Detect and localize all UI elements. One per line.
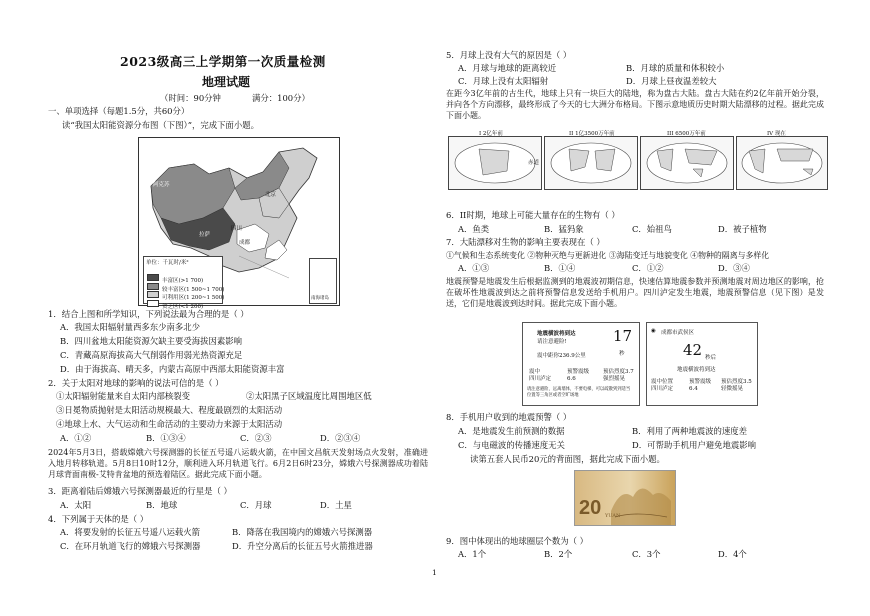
q2-item-1: ①太阳辐射能量来自太阳内部核裂变 bbox=[56, 391, 190, 401]
alert2-unit: 秒后 bbox=[705, 355, 717, 361]
map-label-aksu: 阿克苏 bbox=[153, 182, 170, 188]
legend-label: 贫乏区(<1 200) bbox=[162, 303, 204, 310]
alert1-cell-intensity: 预估烈度3.7 强烈摇晃 bbox=[603, 369, 634, 382]
q2-option-b[interactable]: B．①③④ bbox=[146, 433, 186, 443]
q3-stem: 3．距离着陆后嫦娥六号探测器最近的行星是（ ） bbox=[48, 486, 232, 496]
alert1-footer: 请注意避险，远离墙体，不要电梯，可以疏散到到适当位置等三角区或者空旷场地 bbox=[527, 387, 631, 398]
q8-stem: 8．手机用户收到的地震预警（ ） bbox=[446, 412, 572, 422]
q5-option-c[interactable]: C．月球上没有太阳辐射 bbox=[458, 76, 549, 86]
q6-stem: 6．II时期，地球上可能大量存在的生物有（ ） bbox=[446, 210, 620, 220]
q4-option-b[interactable]: B．降落在我国境内的嫦娥六号探测器 bbox=[232, 527, 373, 537]
q7-option-a[interactable]: A．①③ bbox=[458, 263, 490, 273]
q2-option-a[interactable]: A．①② bbox=[60, 433, 92, 443]
q1-option-d[interactable]: D．由于海拔高、晴天多，内蒙古高原中西部太阳能资源丰富 bbox=[60, 364, 285, 374]
q9-option-a[interactable]: A．1个 bbox=[458, 549, 487, 559]
q9-stem: 9．图中体现出的地球圈层个数为（ ） bbox=[446, 536, 588, 546]
banknote-20-yuan bbox=[574, 470, 676, 526]
quake-alert-card-2 bbox=[646, 322, 758, 406]
q2-option-d[interactable]: D．②③④ bbox=[320, 433, 361, 443]
alert2-cell-intensity: 预估烈度3.5 轻微摇晃 bbox=[721, 379, 752, 392]
drift-panel-4 bbox=[736, 131, 828, 190]
q5-option-b[interactable]: B．月球的质量和体积较小 bbox=[626, 63, 725, 73]
legend-label: 可利用区(1 200~1 500) bbox=[162, 295, 225, 301]
exam-subtitle: 地理试题 bbox=[202, 75, 251, 89]
q5-option-a[interactable]: A．月球与地球的距离较近 bbox=[458, 63, 557, 73]
q3-option-d[interactable]: D．土星 bbox=[320, 500, 352, 510]
q5-stem: 5．月球上没有大气的原因是（ ） bbox=[446, 50, 572, 60]
banknote-text: YUAN bbox=[605, 513, 621, 519]
q9-option-d[interactable]: D．4个 bbox=[718, 549, 747, 559]
q2-item-4: ④地球上水、大气运动和生命活动的主要动力来源于太阳活动 bbox=[56, 419, 283, 429]
q8-option-a[interactable]: A．是地震发生前预测的数据 bbox=[458, 426, 565, 436]
q9-option-b[interactable]: B．2个 bbox=[544, 549, 573, 559]
legend-swatch bbox=[147, 300, 159, 307]
q8-option-c[interactable]: C．与电磁波的传播速度无关 bbox=[458, 440, 565, 450]
q2-item-2: ②太阳黑子区域温度比周围地区低 bbox=[246, 391, 372, 401]
q4-option-c[interactable]: C．在环月轨道飞行的嫦娥六号探测器 bbox=[60, 541, 201, 551]
solar-resource-map bbox=[138, 137, 340, 310]
q7-option-b[interactable]: B．①④ bbox=[544, 263, 576, 273]
q3-option-c[interactable]: C．月球 bbox=[240, 500, 272, 510]
q7-option-d[interactable]: D．③④ bbox=[718, 263, 750, 273]
alert1-cell-magnitude: 预警震级 6.6 bbox=[567, 369, 590, 382]
legend-label: 较丰富区(1 500~1 700) bbox=[162, 286, 225, 293]
legend-item bbox=[147, 293, 204, 310]
q6-option-a[interactable]: A．鱼类 bbox=[458, 224, 490, 234]
q4-option-a[interactable]: A．将要发射的长征五号遥八运载火箭 bbox=[60, 527, 201, 537]
q1-option-b[interactable]: B．四川盆地太阳能资源欠缺主要受海拔因素影响 bbox=[60, 336, 243, 346]
banknote-intro: 读第五套人民币20元的背面图，据此完成下面小题。 bbox=[470, 454, 665, 464]
section-heading: 一、单项选择（每题1.5分，共60分） bbox=[48, 106, 190, 116]
drift-passage: 在距今3亿年前的古生代，地球上只有一块巨大的陆地，称为盘古大陆。盘古大陆在约2亿年前开始分裂，并向各个方向漂移，最终形成了今天的七大洲分布格局。下图示意地质历史时期大陆漂移的过程。据此完成下面小题。 bbox=[446, 89, 824, 120]
q9-option-c[interactable]: C．3个 bbox=[632, 549, 661, 559]
q1-option-c[interactable]: C．青藏高原海拔高大气削弱作用弱光热资源充足 bbox=[60, 350, 243, 360]
score-info: 满分：100分） bbox=[252, 93, 310, 103]
alert1-sub: 请注意避险! bbox=[537, 339, 567, 345]
drift-panel-3-label: III 6500万年前 bbox=[667, 131, 706, 137]
map-label-lhasa: 拉萨 bbox=[199, 232, 211, 238]
q2-stem: 2．关于太阳对地球的影响的说法可信的是（ ） bbox=[48, 378, 224, 388]
alert1-cell-epicenter: 震中 四川泸定 bbox=[529, 369, 552, 382]
map-label-chengdu: 成都 bbox=[239, 240, 251, 246]
inset-label: 南海诸岛 bbox=[311, 296, 329, 301]
alert2-title: 地震横波将到达 bbox=[677, 367, 716, 373]
q1-option-a[interactable]: A．我国太阳辐射量西多东少南多北少 bbox=[60, 322, 201, 332]
q7-stem: 7．大陆漂移对生物的影响主要表现在（ ） bbox=[446, 237, 605, 247]
map-legend bbox=[143, 256, 225, 310]
q5-option-d[interactable]: D．月球上昼夜温差较大 bbox=[626, 76, 717, 86]
legend-item bbox=[147, 276, 225, 293]
q8-option-d[interactable]: D．可帮助手机用户避免地震影响 bbox=[632, 440, 756, 450]
page-number: 1 bbox=[432, 568, 437, 577]
alert2-countdown: 42 bbox=[683, 341, 703, 359]
drift-panel-2 bbox=[544, 131, 638, 190]
q2-option-c[interactable]: C．②③ bbox=[240, 433, 272, 443]
drift-panel-4-label: IV 现在 bbox=[767, 131, 786, 137]
quake-alert-card-1 bbox=[522, 322, 640, 406]
drift-panel-2-label: II 1亿3500万年前 bbox=[569, 131, 615, 137]
alert1-distance: 震中距你236.9公里 bbox=[537, 353, 586, 359]
q8-option-b[interactable]: B．利用了两种地震波的速度差 bbox=[632, 426, 748, 436]
intro-map: 读“我国太阳能资源分布图（下图）”，完成下面小题。 bbox=[62, 120, 259, 130]
alert1-unit: 秒 bbox=[619, 351, 625, 357]
alert2-place: 成都市武侯区 bbox=[661, 330, 695, 336]
legend-item bbox=[147, 284, 225, 301]
q6-option-c[interactable]: C．始祖鸟 bbox=[632, 224, 672, 234]
alert2-cell-epicenter: 震中位置 四川泸定 bbox=[651, 379, 674, 392]
equator-label: 赤道 bbox=[528, 160, 540, 166]
q3-option-b[interactable]: B．地球 bbox=[146, 500, 178, 510]
q3-option-a[interactable]: A．太阳 bbox=[60, 500, 92, 510]
q2-item-3: ③日冕物质抛射是太阳活动规模最大、程度最剧烈的太阳活动 bbox=[56, 405, 283, 415]
map-label-beijing: 北京 bbox=[265, 192, 277, 198]
q4-option-d[interactable]: D．升空分离后的长征五号火箭推进器 bbox=[232, 541, 373, 551]
alert1-countdown: 17 bbox=[613, 327, 633, 345]
quake-passage: 地震预警是地震发生后根据监测到的地震波初期信息，快速估算地震参数并预测地震对周边地区的影响，抢在破坏性地震波到达之前将预警信息发送给手机用户。四川泸定发生地震，地震预警信息（见下图）是发送，它们是地震波到达时间。据此完成下面小题。 bbox=[446, 277, 824, 308]
change6-passage: 2024年5月3日，搭载嫦娥六号探测器的长征五号遥八运载火箭，在中国文昌航天发射场点火发射，准确进入地月转移轨道。5月8日10时12分，顺利进入环月轨道飞行。6月2日6时23分，嫦娥六号探测器成功着陆月球背面南极-艾特肯盆地的预选着陆区。据此完成下面小题。 bbox=[48, 448, 428, 479]
exam-title: 2023级高三上学期第一次质量检测 bbox=[120, 54, 326, 69]
banknote-value: 20 bbox=[579, 497, 602, 519]
q7-option-c[interactable]: C．①② bbox=[632, 263, 664, 273]
q6-option-b[interactable]: B．猛犸象 bbox=[544, 224, 584, 234]
south-sea-inset bbox=[309, 258, 337, 304]
q4-stem: 4．下列属于天体的是（ ） bbox=[48, 514, 149, 524]
alert2-location-icon: ◉ bbox=[651, 328, 656, 334]
alert2-cell-magnitude: 预警震级 6.4 bbox=[689, 379, 712, 392]
drift-panel-1-label: I 2亿年前 bbox=[479, 131, 503, 137]
q6-option-d[interactable]: D．被子植物 bbox=[718, 224, 767, 234]
legend-item bbox=[147, 267, 204, 284]
drift-panel-3 bbox=[640, 131, 734, 190]
legend-title: 单位：千瓦时/米² bbox=[146, 260, 189, 266]
map-label-sichuan: 四川 bbox=[231, 226, 243, 232]
q1-stem: 1．结合上图和所学知识，下列说法最为合理的是（ ） bbox=[48, 309, 249, 319]
legend-label: 丰富区(>1 700) bbox=[162, 278, 204, 284]
alert1-title: 地震横波将到达 bbox=[537, 331, 576, 337]
time-info: （时间：90分钟 bbox=[160, 93, 221, 103]
q7-items: ①气候和生态系统变化 ②物种灭绝与更新进化 ③海陆变迁与地貌变化 ④物种的隔离与多样化 bbox=[446, 251, 770, 260]
